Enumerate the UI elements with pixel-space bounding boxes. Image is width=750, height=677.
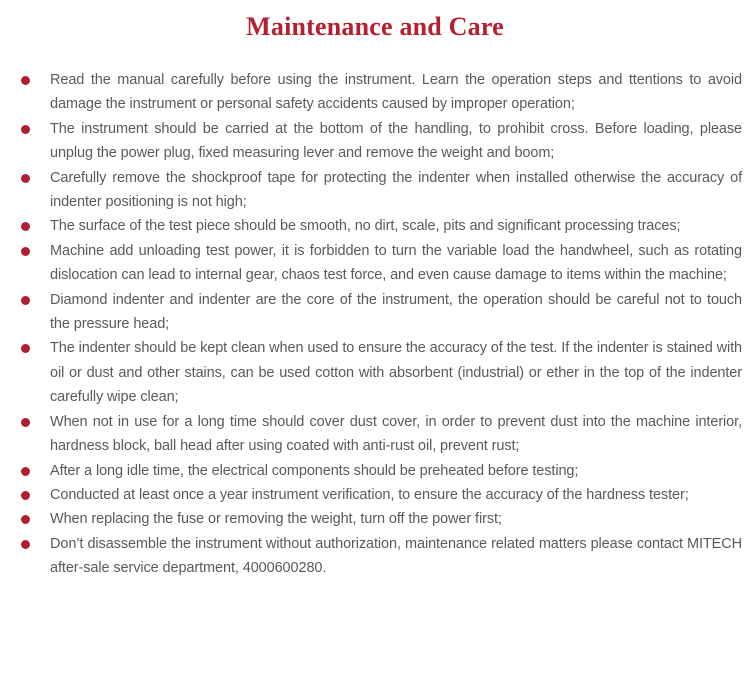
list-item-text: Don’t disassemble the instrument without authorization, maintenance related matters please contact MITECH after-sale service department, 4000600280.	[50, 535, 742, 577]
list-item-text: After a long idle time, the electrical components should be preheated before testing;	[50, 462, 579, 479]
bullet-icon	[21, 515, 30, 524]
bullet-icon	[21, 125, 30, 134]
list-item	[0, 507, 742, 531]
list-item-text: The surface of the test piece should be smooth, no dirt, scale, pits and significant processing traces;	[50, 218, 681, 235]
list-item	[0, 68, 742, 117]
list-item-text: Diamond indenter and indenter are the core of the instrument, the operation should be careful not to touch the pressure head;	[50, 291, 742, 333]
list-item-text: When replacing the fuse or removing the weight, turn off the power first;	[50, 511, 502, 528]
list-item-text: Carefully remove the shockproof tape for protecting the indenter when installed otherwise the accuracy of indenter positioning is not high;	[50, 169, 742, 211]
list-item	[0, 532, 742, 581]
page-title: Maintenance and Care	[246, 12, 504, 41]
bullet-icon	[21, 222, 30, 231]
list-item	[0, 336, 742, 409]
list-item	[0, 117, 742, 166]
list-item	[0, 214, 742, 238]
bullet-icon	[21, 247, 30, 256]
list-item-text: When not in use for a long time should cover dust cover, in order to prevent dust into the machine interior, hardness block, ball head after using coated with anti-rust oil, prevent rust;	[50, 413, 742, 455]
maintenance-list	[0, 68, 750, 581]
list-item	[0, 483, 742, 507]
bullet-icon	[21, 540, 30, 549]
list-item	[0, 239, 742, 288]
list-item	[0, 459, 742, 483]
list-item-text: Machine add unloading test power, it is forbidden to turn the variable load the handwheel, such as rotating dislocation can lead to internal gear, chaos test force, and even cause damage to items within the machine;	[50, 242, 742, 284]
bullet-icon	[21, 174, 30, 183]
list-item-text: Read the manual carefully before using the instrument. Learn the operation steps and ttentions to avoid damage the instrument or personal safety accidents caused by improper operation;	[50, 72, 742, 113]
list-item	[0, 288, 742, 337]
bullet-icon	[21, 467, 30, 476]
list-item-text: Conducted at least once a year instrument verification, to ensure the accuracy of the hardness tester;	[50, 486, 689, 503]
list-item	[0, 166, 742, 215]
list-item-text: The indenter should be kept clean when used to ensure the accuracy of the test. If the indenter is stained with oil or dust and other stains, can be used cotton with absorbent (industrial) or ether in the top of the indenter carefully wipe clean;	[50, 340, 742, 406]
bullet-icon	[21, 418, 30, 427]
list-item-text: The instrument should be carried at the bottom of the handling, to prohibit cross. Before loading, please unplug the power plug, fixed measuring lever and remove the weight and boom;	[50, 120, 742, 162]
bullet-icon	[21, 296, 30, 305]
bullet-icon	[21, 344, 30, 353]
bullet-icon	[21, 491, 30, 500]
bullet-icon	[21, 76, 30, 85]
list-item	[0, 410, 742, 459]
